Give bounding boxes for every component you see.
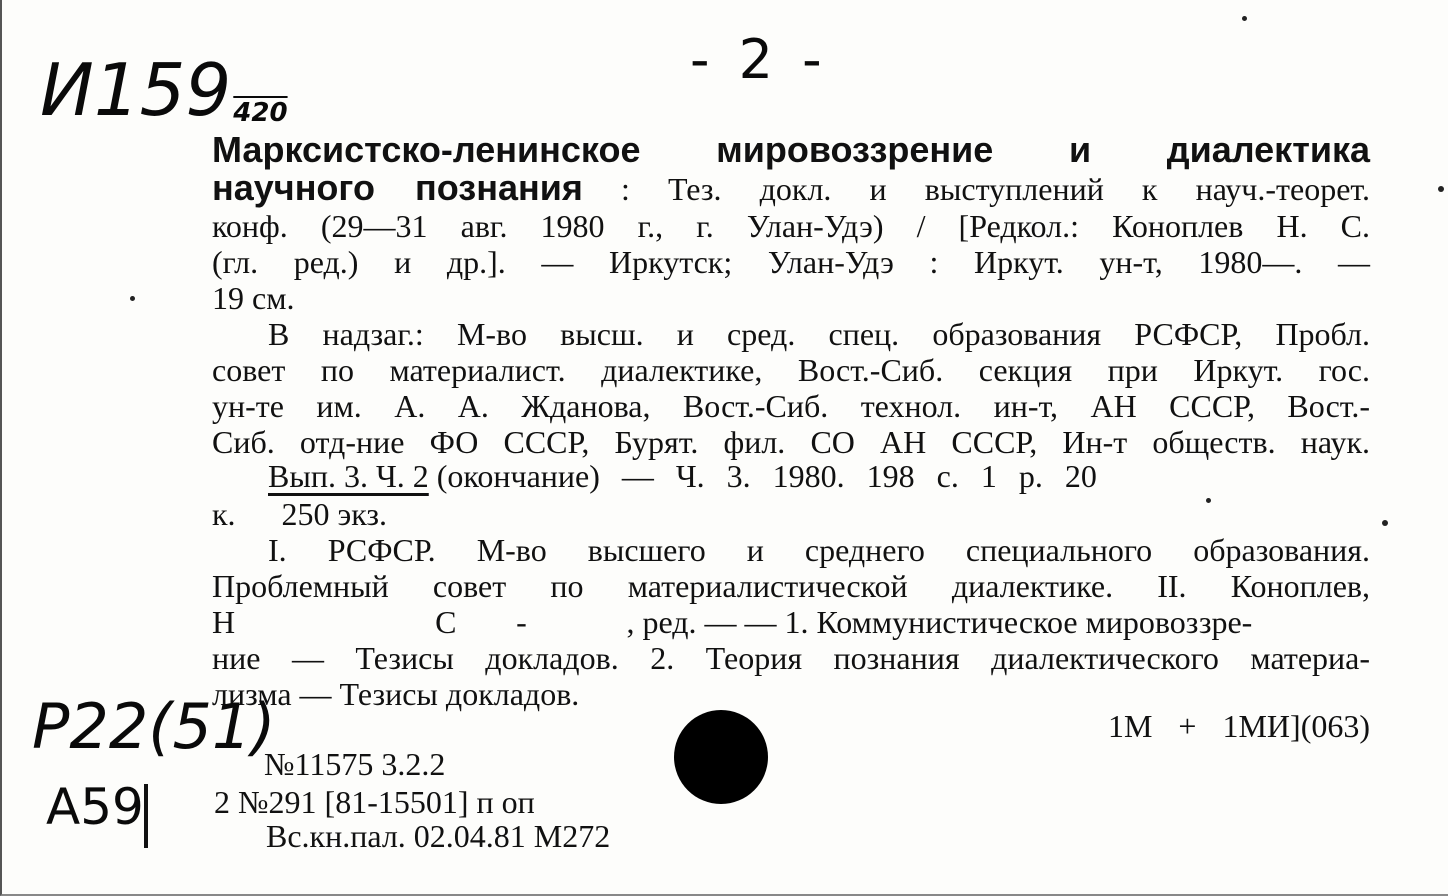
speck [1438,186,1444,192]
issue-kop: к. [212,496,236,532]
subject-line-3-rest: , ред. — — 1. Коммунистическое мировоззре- [626,604,1253,640]
speck [1242,16,1247,21]
classification-index: 1M + 1МИ](063) [1107,708,1370,744]
editor-initial-s: С [435,604,457,640]
note-line: В надзаг.: М-во высш. и сред. спец. образования РСФСР, Пробл. [268,316,1370,352]
entry-line: 19 см. [212,280,295,316]
note-line: совет по материалист. диалектике, Вост.-Сиб. секция при Иркут. гос. [212,352,1370,388]
title-continuation-line [212,167,1370,208]
handwritten-author-mark: А59 [46,778,144,836]
editor-initial-n: Н [212,604,236,640]
speck [130,296,135,301]
order-line: 2 №291 [81-15501] п оп [214,784,535,820]
shelfmark-main: И159 [40,48,232,132]
title-continuation: научного познания [212,167,583,208]
shelfmark-sub: 420 [233,98,288,128]
subject-line: ние — Тезисы докладов. 2. Теория познания диалектического материа- [212,640,1370,676]
editor-dash: - [516,604,527,640]
speck [1206,498,1211,503]
issue-line-2 [212,496,1370,532]
punch-hole [674,710,768,804]
handwritten-page-number: - 2 - [690,28,828,91]
subject-line [212,604,1370,640]
shelfmark [40,48,288,132]
issue-details: (окончание) — Ч. 3. 1980. 198 с. 1 р. 20 [436,458,1097,494]
speck [1382,520,1388,526]
handwritten-bbk-index: Р22(51) [32,690,276,763]
entry-line: (гл. ред.) и др.]. — Иркутск; Улан-Удэ : Иркут. ун-т, 1980—. — [212,244,1370,280]
issue-copies: 250 экз. [281,496,388,532]
handwritten-stroke [144,784,148,848]
subject-line: I. РСФСР. М-во высшего и среднего специального образования. [268,532,1370,568]
record-number: №11575 3.2.2 [264,746,446,782]
subject-line: лизма — Тезисы докладов. [212,676,580,712]
issue-underlined: Вып. 3. Ч. 2 [268,458,429,494]
note-line: ун-те им. А. А. Жданова, Вост.-Сиб. технол. ин-т, АН СССР, Вост.- [212,388,1370,424]
chamber-line: Вс.кн.пал. 02.04.81 М272 [266,818,611,854]
issue-line [268,458,1370,494]
note-line: Сиб. отд-ние ФО СССР, Бурят. фил. СО АН СССР, Ин-т обществ. наук. [212,424,1370,460]
subject-line: Проблемный совет по материалистической диалектике. II. Коноплев, [212,568,1370,604]
entry-line: конф. (29—31 авг. 1980 г., г. Улан-Удэ) / [Редкол.: Коноплев Н. С. [212,208,1370,244]
title-line: Марксистско-ленинское мировоззрение и диалектика [212,129,1370,170]
title-info: : Тез. докл. и выступлений к науч.-теорет. [620,171,1370,207]
